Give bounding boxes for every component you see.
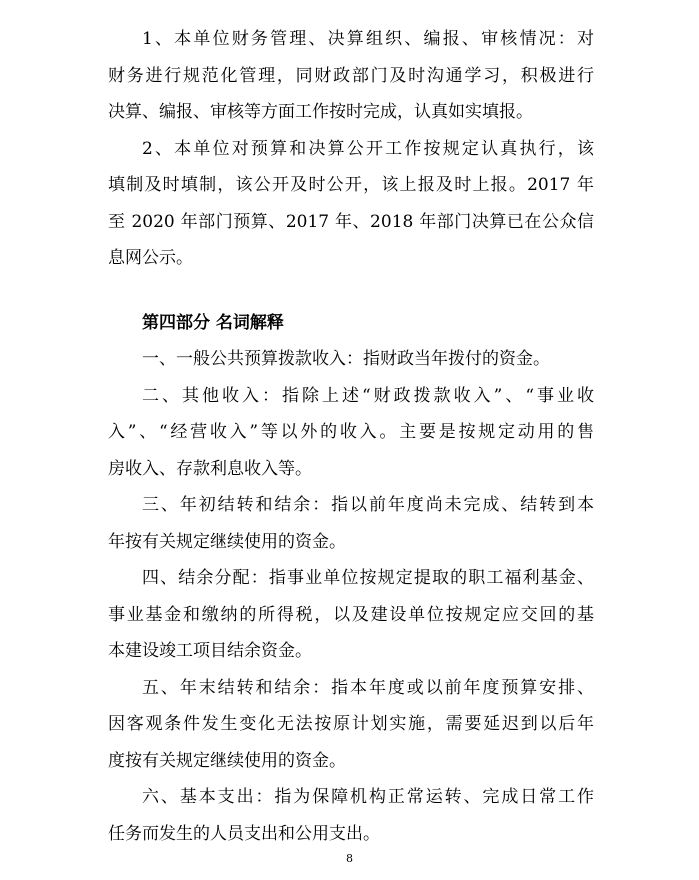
definition-line: 事业基金和缴纳的所得税，以及建设单位按规定应交回的基 [108, 604, 594, 625]
section-term-definitions [108, 341, 594, 852]
definition-line: 一、一般公共预算拨款收入：指财政当年拨付的资金。 [142, 349, 550, 369]
paragraph-line: 1、本单位财务管理、决算组织、编报、审核情况：对 [142, 29, 594, 49]
definition-line: 入”、“经营收入”等以外的收入。主要是按规定动用的售 [108, 422, 594, 442]
definition-line: 房收入、存款利息收入等。 [108, 458, 312, 479]
paragraph-line: 息网公示。 [108, 248, 193, 268]
definition-line: 度按有关规定继续使用的资金。 [108, 750, 346, 771]
section-financial-management [108, 21, 594, 277]
definition-line: 三、年初结转和结余：指以前年度尚未完成、结转到本 [142, 495, 594, 515]
section-heading: 第四部分 名词解释 [142, 313, 284, 333]
definition-line: 四、结余分配：指事业单位按规定提取的职工福利基金、 [142, 568, 594, 588]
paragraph-line: 至 2020 年部门预算、2017 年、2018 年部门决算已在公众信 [108, 211, 594, 232]
paragraph-line: 决算、编报、审核等方面工作按时完成，认真如实填报。 [108, 102, 533, 122]
definition-line: 因客观条件发生变化无法按原计划实施，需要延迟到以后年 [108, 714, 594, 734]
paragraph-line: 财务进行规范化管理，同财政部门及时沟通学习，积极进行 [108, 65, 594, 86]
page-number: 8 [346, 852, 353, 865]
definition-line: 五、年末结转和结余：指本年度或以前年度预算安排、 [142, 677, 594, 698]
definition-line: 六、基本支出：指为保障机构正常运转、完成日常工作 [142, 787, 594, 807]
definition-line: 年按有关规定继续使用的资金。 [108, 531, 346, 552]
definition-line: 二、其他收入：指除上述“财政拨款收入”、“事业收 [142, 385, 594, 406]
paragraph-line: 填制及时填制，该公开及时公开，该上报及时上报。2017 年 [108, 175, 594, 195]
paragraph-line: 2、本单位对预算和决算公开工作按规定认真执行，该 [142, 138, 594, 159]
definition-line: 任务而发生的人员支出和公用支出。 [108, 823, 380, 844]
definition-line: 本建设竣工项目结余资金。 [108, 641, 312, 661]
